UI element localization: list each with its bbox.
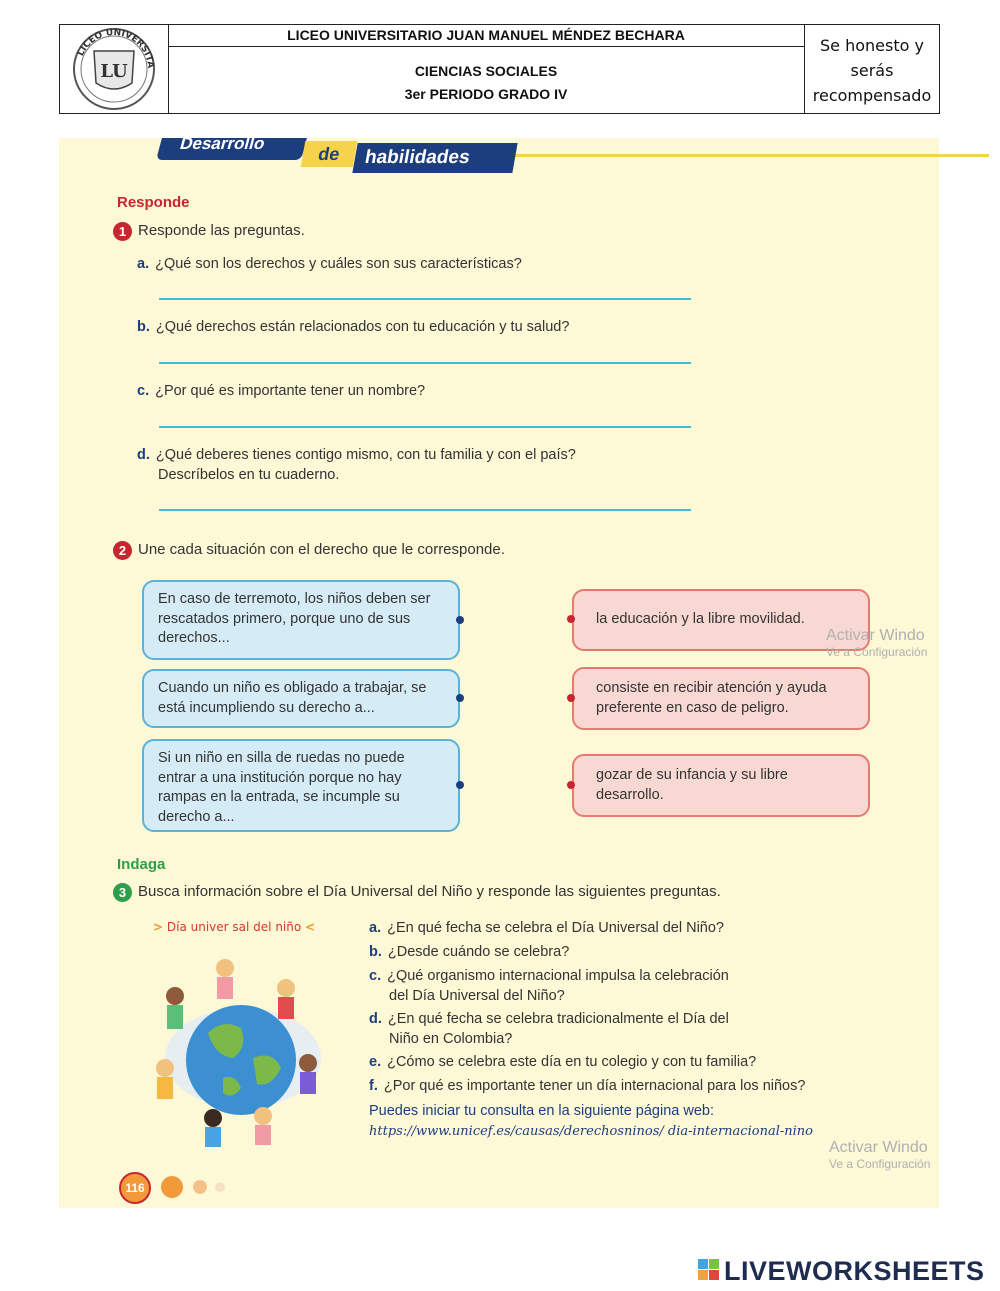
question-d: d. ¿Qué deberes tienes contigo mismo, con tu familia y con el país? Descríbelos en tu cuaderno.	[137, 447, 576, 483]
item-number-1: 1	[113, 222, 132, 241]
answer-line-a[interactable]	[159, 298, 691, 300]
item-number-2: 2	[113, 541, 132, 560]
answer-line-d[interactable]	[159, 509, 691, 511]
section-heading-responde: Responde	[117, 194, 190, 211]
children-around-globe-icon	[153, 938, 333, 1158]
question-3e: e. ¿Cómo se celebra este día en tu colegio y con tu familia?	[369, 1054, 757, 1070]
header-title-cell	[168, 25, 805, 113]
question-3a: a. ¿En qué fecha se celebra el Día Universal del Niño?	[369, 920, 724, 936]
situation-box-1[interactable]: En caso de terremoto, los niños deben ser rescatados primero, porque uno de sus derechos...	[142, 580, 460, 660]
school-name: LICEO UNIVERSITARIO JUAN MANUEL MÉNDEZ BECHARA	[168, 25, 804, 47]
header-table	[59, 24, 940, 114]
liveworksheets-brand[interactable]: LIVEWORKSHEETS	[724, 1256, 985, 1286]
page-number: 116	[119, 1172, 151, 1204]
match-dot-left-1[interactable]	[456, 616, 464, 624]
right-box-3[interactable]: gozar de su infancia y su libre desarrollo.	[572, 754, 870, 817]
motto-line: Se honesto y	[820, 36, 924, 55]
liveworksheets-logo-icon	[698, 1259, 720, 1281]
activation-watermark-1: Activar Windo Ve a Configuración	[826, 627, 928, 659]
question-a: a. ¿Qué son los derechos y cuáles son sus características?	[137, 256, 522, 272]
banner-rule	[514, 154, 989, 157]
match-dot-right-3[interactable]	[567, 781, 575, 789]
match-dot-left-3[interactable]	[456, 781, 464, 789]
motto-cell	[805, 25, 939, 113]
motto-line: recompensado	[812, 86, 932, 105]
motto-line: serás	[850, 61, 894, 80]
school-crest-icon	[60, 25, 168, 113]
question-b: b. ¿Qué derechos están relacionados con tu educación y tu salud?	[137, 319, 570, 335]
instruction-1: Responde las preguntas.	[138, 222, 305, 239]
question-c: c. ¿Por qué es importante tener un nombre?	[137, 383, 426, 399]
match-dot-left-2[interactable]	[456, 694, 464, 702]
school-logo-cell	[60, 25, 169, 113]
decorative-dot-small	[215, 1182, 225, 1192]
worksheet-page	[59, 134, 939, 1208]
situation-box-2[interactable]: Cuando un niño es obligado a trabajar, se está incumpliendo su derecho a...	[142, 669, 460, 728]
right-box-2[interactable]: consiste en recibir atención y ayuda preferente en caso de peligro.	[572, 667, 870, 730]
right-box-1[interactable]: la educación y la libre movilidad.	[572, 589, 870, 651]
answer-line-b[interactable]	[159, 362, 691, 364]
period-title: 3er PERIODO GRADO IV	[404, 86, 568, 102]
decorative-dot-medium	[193, 1180, 207, 1194]
banner-part3: habilidades	[352, 143, 517, 173]
match-dot-right-1[interactable]	[567, 615, 575, 623]
activation-watermark-2: Activar Windo Ve a Configuración	[829, 1139, 931, 1171]
question-3f: f. ¿Por qué es importante tener un día internacional para los niños?	[369, 1078, 806, 1094]
section-heading-indaga: Indaga	[117, 856, 166, 873]
subject-title: CIENCIAS SOCIALES	[414, 63, 558, 79]
question-3c: c. ¿Qué organismo internacional impulsa la celebración del Día Universal del Niño?	[369, 968, 729, 1004]
childrens-day-illustration: > Día univer sal del niño <	[153, 918, 333, 1158]
instruction-3: Busca información sobre el Día Universal del Niño y responde las siguientes preguntas.	[138, 883, 721, 900]
situation-box-3[interactable]: Si un niño en silla de ruedas no puede entrar a una institución porque no hay rampas en la entrada, se incumple su derecho a...	[142, 739, 460, 832]
resource-intro: Puedes iniciar tu consulta en la siguiente página web:	[369, 1103, 715, 1119]
decorative-dot-large	[161, 1176, 183, 1198]
answer-line-c[interactable]	[159, 426, 691, 428]
banner-part2: de	[301, 141, 358, 167]
logo-monogram: LU	[100, 61, 128, 82]
svg-text:LICEO UNIVERSITARIO: LICEO UNIVERSITA	[75, 27, 156, 69]
question-3b: b. ¿Desde cuándo se celebra?	[369, 944, 570, 960]
question-3d: d. ¿En qué fecha se celebra tradicionalmente el Día del Niño en Colombia?	[369, 1011, 729, 1047]
banner-part1: Desarrollo	[156, 138, 307, 160]
resource-url[interactable]: https://www.unicef.es/causas/derechosninos/ dia-internacional-nino	[369, 1124, 813, 1139]
instruction-2: Une cada situación con el derecho que le corresponde.	[138, 541, 505, 558]
item-number-3: 3	[113, 883, 132, 902]
match-dot-right-2[interactable]	[567, 694, 575, 702]
illustration-title: Día univer sal del niño	[166, 920, 302, 934]
